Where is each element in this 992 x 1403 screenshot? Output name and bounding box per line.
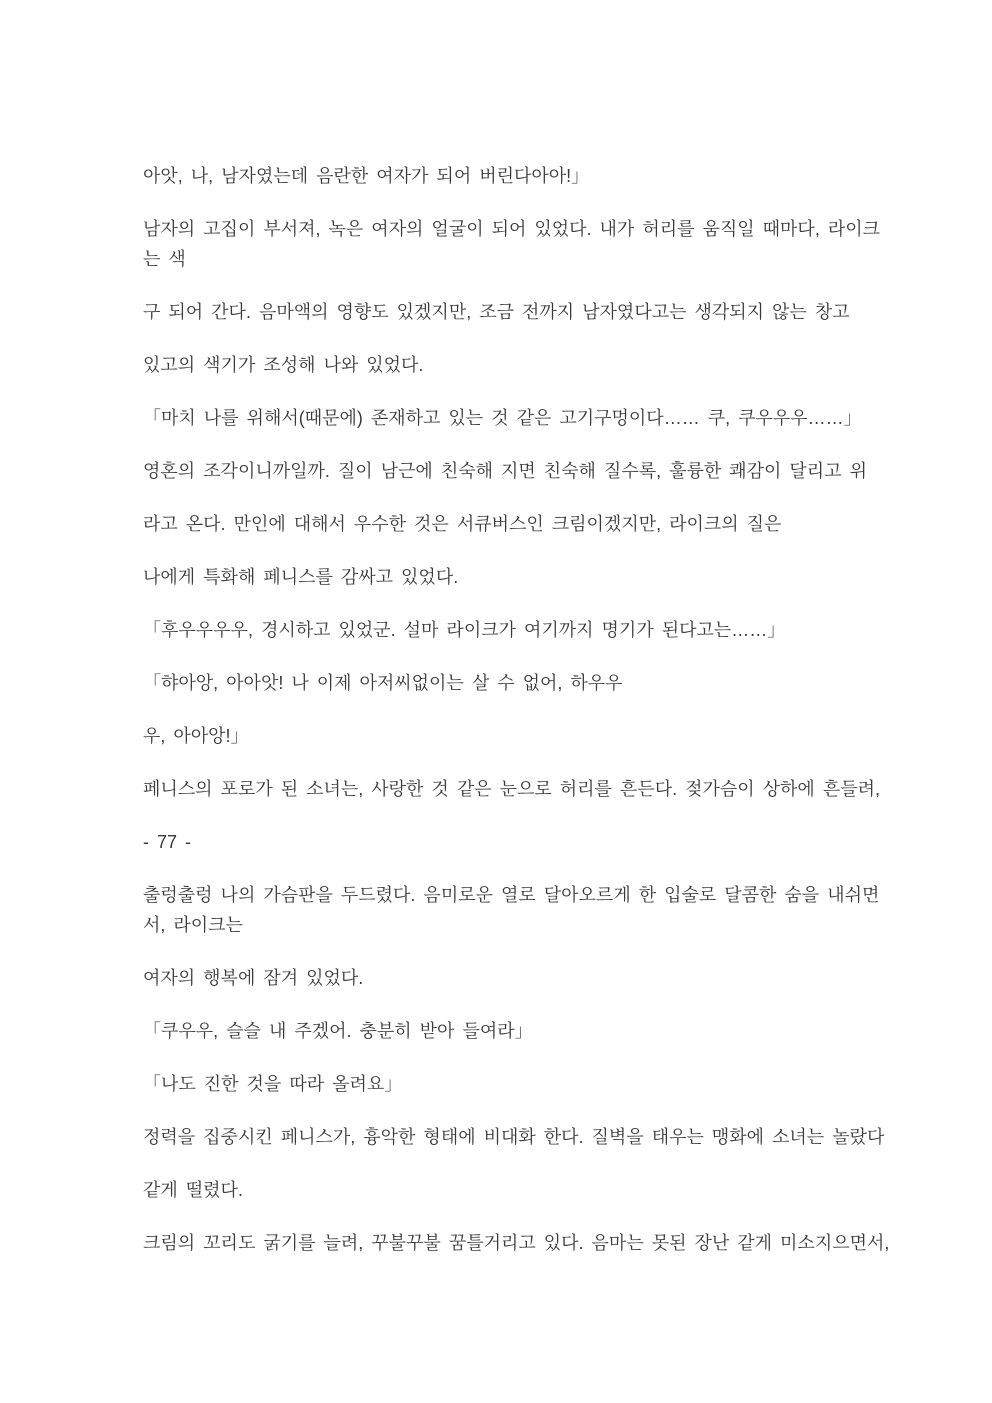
text-line: 같게 떨렸다. — [143, 1180, 243, 1200]
page-number: - 77 - — [143, 832, 192, 852]
text-line-continuation: 서, 라이크는 — [143, 915, 243, 935]
text-line: 「마치 나를 위해서(때문에) 존재하고 있는 것 같은 고기구멍이다…… 쿠, 쿠우우우……」 — [143, 408, 862, 428]
text-line: 나에게 특화해 페니스를 감싸고 있었다. — [143, 567, 459, 587]
text-line: 아앗, 나, 남자였는데 음란한 여자가 되어 버린다아아!」 — [143, 166, 590, 186]
text-line: 여자의 행복에 잠겨 있었다. — [143, 968, 364, 988]
text-line-continuation: 는 색 — [143, 249, 186, 269]
text-line: 「나도 진한 것을 따라 올려요」 — [143, 1074, 403, 1094]
text-line: 페니스의 포로가 된 소녀는, 사랑한 것 같은 눈으로 허리를 흔든다. 젖가슴이 상하에 흔들려, — [143, 779, 880, 799]
text-line: 정력을 집중시킨 페니스가, 흉악한 형태에 비대화 한다. 질벽을 태우는 맹화에 소녀는 놀랐다 — [143, 1127, 885, 1147]
text-line: 라고 온다. 만인에 대해서 우수한 것은 서큐버스인 크림이겠지만, 라이크의 질은 — [143, 514, 782, 534]
text-line: 있고의 색기가 조성해 나와 있었다. — [143, 355, 424, 375]
text-line: 「후우우우우, 경시하고 있었군. 설마 라이크가 여기까지 명기가 된다고는……」 — [143, 620, 786, 640]
text-line: 출렁출렁 나의 가슴판을 두드렸다. 음미로운 열로 달아오르게 한 입술로 달콤한 숨을 내쉬면 — [143, 885, 880, 905]
text-line: 구 되어 간다. 음마액의 영향도 있겠지만, 조금 전까지 남자였다고는 생각되지 않는 창고 — [143, 302, 850, 322]
text-line: 크림의 꼬리도 굵기를 늘려, 꾸불꾸불 꿈틀거리고 있다. 음마는 못된 장난 같게 미소지으면서, — [143, 1233, 890, 1253]
text-line: 남자의 고집이 부서져, 녹은 여자의 얼굴이 되어 있었다. 내가 허리를 움직일 때마다, 라이크 — [143, 219, 880, 239]
text-line: 우, 아아앙!」 — [143, 726, 249, 746]
text-line: 「쿠우우, 슬슬 내 주겠어. 충분히 받아 들여라」 — [143, 1021, 533, 1041]
text-line: 「햐아앙, 아아앗! 나 이제 아저씨없이는 살 수 없어, 하우우 — [143, 673, 623, 693]
text-line: 영혼의 조각이니까일까. 질이 남근에 친숙해 지면 친숙해 질수록, 훌륭한 쾌감이 달리고 위 — [143, 461, 867, 481]
